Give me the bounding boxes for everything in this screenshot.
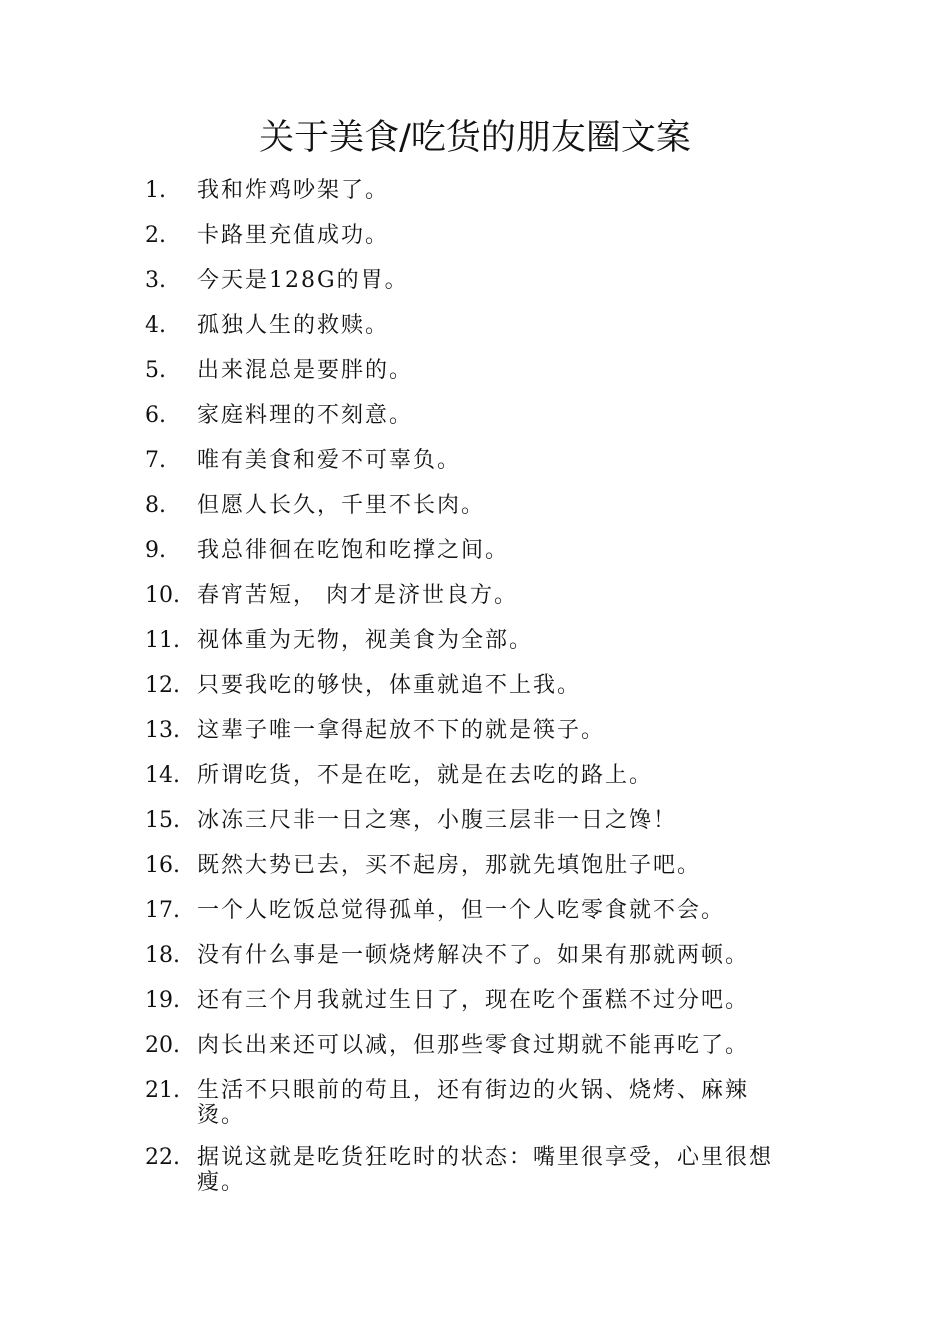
list-item [145,221,795,251]
item-text: 据说这就是吃货狂吃时的状态：嘴里很享受，心里很想瘦。 [197,1145,774,1195]
item-text: 既然大势已去，买不起房，那就先填饱肚子吧。 [197,853,702,878]
item-number: 17. [145,898,180,923]
list-item [145,761,795,791]
item-text: 所谓吃货，不是在吃，就是在去吃的路上。 [197,763,654,788]
item-number: 15. [145,808,180,833]
list-item [145,986,795,1016]
list-item [145,896,795,926]
item-text: 我总徘徊在吃饱和吃撑之间。 [197,538,510,563]
item-number: 7. [145,448,166,473]
list-item [145,671,795,701]
list-item [145,446,795,476]
item-text: 生活不只眼前的苟且，还有街边的火锅、烧烤、麻辣烫。 [197,1078,750,1128]
list-item [145,176,795,206]
list-item [145,716,795,746]
item-text: 卡路里充值成功。 [197,223,390,248]
list-item [145,1143,795,1195]
item-text: 冰冻三尺非一日之寒，小腹三层非一日之馋！ [197,808,678,833]
list-item [145,401,795,431]
item-text: 没有什么事是一顿烧烤解决不了。如果有那就两顿。 [197,943,750,968]
caption-list [145,176,795,1210]
item-number: 12. [145,673,180,698]
item-number: 4. [145,313,166,338]
list-item [145,491,795,521]
item-number: 14. [145,763,180,788]
item-text: 只要我吃的够快，体重就追不上我。 [197,673,582,698]
item-number: 10. [145,583,180,608]
list-item [145,626,795,656]
list-item [145,311,795,341]
item-text: 但愿人长久，千里不长肉。 [197,493,486,518]
list-item [145,1031,795,1061]
item-number: 20. [145,1033,180,1058]
list-item [145,266,795,296]
item-number: 22. [145,1145,180,1170]
item-number: 18. [145,943,180,968]
item-text: 我和炸鸡吵架了。 [197,178,390,203]
list-item [145,806,795,836]
item-text: 唯有美食和爱不可辜负。 [197,448,462,473]
item-text: 孤独人生的救赎。 [197,313,390,338]
list-item [145,356,795,386]
item-number: 21. [145,1078,180,1103]
item-number: 11. [145,628,180,653]
item-text: 出来混总是要胖的。 [197,358,414,383]
item-number: 3. [145,268,166,293]
item-number: 9. [145,538,166,563]
list-item [145,941,795,971]
item-text: 春宵苦短， 肉才是济世良方。 [197,583,518,608]
list-item [145,851,795,881]
item-text: 今天是128G的胃。 [197,268,409,293]
item-number: 6. [145,403,166,428]
item-text: 家庭料理的不刻意。 [197,403,414,428]
document-title: 关于美食/吃货的朋友圈文案 [259,118,691,158]
item-text: 这辈子唯一拿得起放不下的就是筷子。 [197,718,606,743]
list-item [145,536,795,566]
list-item [145,581,795,611]
item-number: 19. [145,988,180,1013]
item-number: 16. [145,853,180,878]
item-number: 8. [145,493,166,518]
item-text: 还有三个月我就过生日了，现在吃个蛋糕不过分吧。 [197,988,750,1013]
item-text: 视体重为无物，视美食为全部。 [197,628,534,653]
list-item [145,1076,795,1128]
item-number: 1. [145,178,166,203]
item-number: 13. [145,718,180,743]
item-number: 5. [145,358,166,383]
item-text: 肉长出来还可以减，但那些零食过期就不能再吃了。 [197,1033,750,1058]
item-number: 2. [145,223,166,248]
item-text: 一个人吃饭总觉得孤单，但一个人吃零食就不会。 [197,898,726,923]
